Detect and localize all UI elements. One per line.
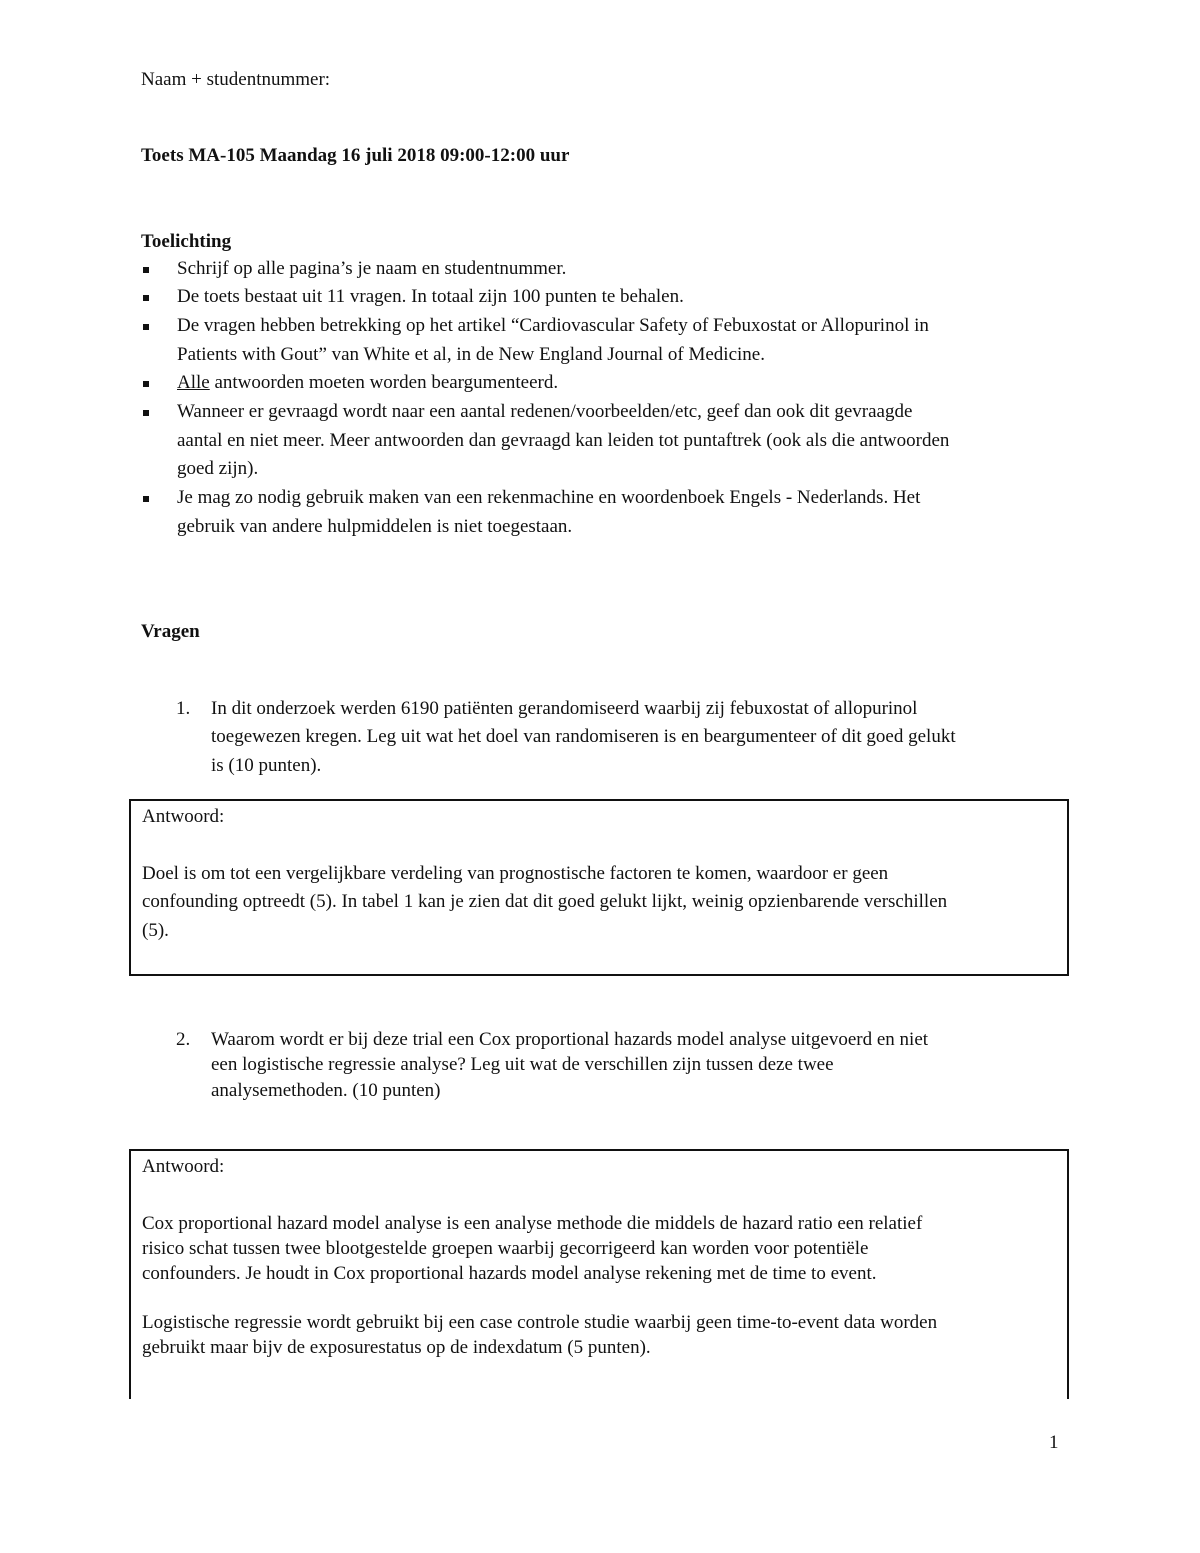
underlined-word: Alle [177,372,210,393]
bullet-5-line: aantal en niet meer. Meer antwoorden dan gevraagd kan leiden tot puntaftrek (ook als die antwoorden [177,430,950,451]
vragen-heading: Vragen [141,621,200,642]
bullet-3-line: De vragen hebben betrekking op het artikel “Cardiovascular Safety of Febuxostat or Allopurinol in [177,315,929,336]
question-line: is (10 punten). [211,755,322,776]
bullet-5-line: Wanneer er gevraagd wordt naar een aantal redenen/voorbeelden/etc, geef dan ook dit gevraagde [177,401,913,422]
answer-line: confounding optreedt (5). In tabel 1 kan je zien dat dit goed gelukt lijkt, weinig opzienbarende verschillen [142,891,948,912]
question-line: een logistische regressie analyse? Leg uit wat de verschillen zijn tussen deze twee [211,1054,834,1075]
name-student-number-line: Naam + studentnummer: [141,69,331,90]
bullet-3-line: Patients with Gout” van White et al, in de New England Journal of Medicine. [177,344,765,365]
bullet-icon [143,496,149,502]
bullet-4-rest: antwoorden moeten worden beargumenteerd. [209,372,559,393]
bullet-icon [143,295,149,301]
question-line: In dit onderzoek werden 6190 patiënten gerandomiseerd waarbij zij febuxostat of allopurinol [211,698,918,719]
bullet-icon [143,410,149,416]
question-number: 2. [176,1029,191,1050]
answer-line: Doel is om tot een vergelijkbare verdeling van prognostische factoren te komen, waardoor er geen [142,863,889,884]
bullet-icon [143,381,149,387]
answer-line: gebruikt maar bijv de exposurestatus op de indexdatum (5 punten). [142,1337,651,1358]
answer-line: risico schat tussen twee blootgestelde groepen waarbij gecorrigeerd kan worden voor potentiële [142,1238,869,1259]
bullet-icon [143,324,149,330]
question-line: analysemethoden. (10 punten) [211,1080,441,1101]
answer-line: (5). [142,920,169,941]
page-number: 1 [1049,1432,1059,1453]
bullet-1-line: Schrijf op alle pagina’s je naam en studentnummer. [177,258,567,279]
question-line: Waarom wordt er bij deze trial een Cox proportional hazards model analyse uitgevoerd en niet [211,1029,929,1050]
answer-box-1 [129,799,1069,976]
answer-label: Antwoord: [142,806,225,827]
bullet-6-line: gebruik van andere hulpmiddelen is niet toegestaan. [177,516,573,537]
answer-line: Logistische regressie wordt gebruikt bij een case controle studie waarbij geen time-to-event data worden [142,1312,938,1333]
exam-title: Toets MA-105 Maandag 16 juli 2018 09:00-12:00 uur [141,145,570,166]
bullet-6-line: Je mag zo nodig gebruik maken van een rekenmachine en woordenboek Engels - Nederlands. Het [177,487,921,508]
question-number: 1. [176,698,191,719]
question-line: toegewezen kregen. Leg uit wat het doel van randomiseren is en beargumenteer of dit goed gelukt [211,726,956,747]
toelichting-heading: Toelichting [141,231,232,252]
answer-line: Cox proportional hazard model analyse is een analyse methode die middels de hazard ratio een relatief [142,1213,923,1234]
bullet-2-line: De toets bestaat uit 11 vragen. In totaal zijn 100 punten te behalen. [177,286,684,307]
answer-label: Antwoord: [142,1156,225,1177]
bullet-4-line [177,372,558,394]
bullet-icon [143,267,149,273]
bullet-5-line: goed zijn). [177,458,259,479]
answer-line: confounders. Je houdt in Cox proportional hazards model analyse rekening met de time to event. [142,1263,877,1284]
